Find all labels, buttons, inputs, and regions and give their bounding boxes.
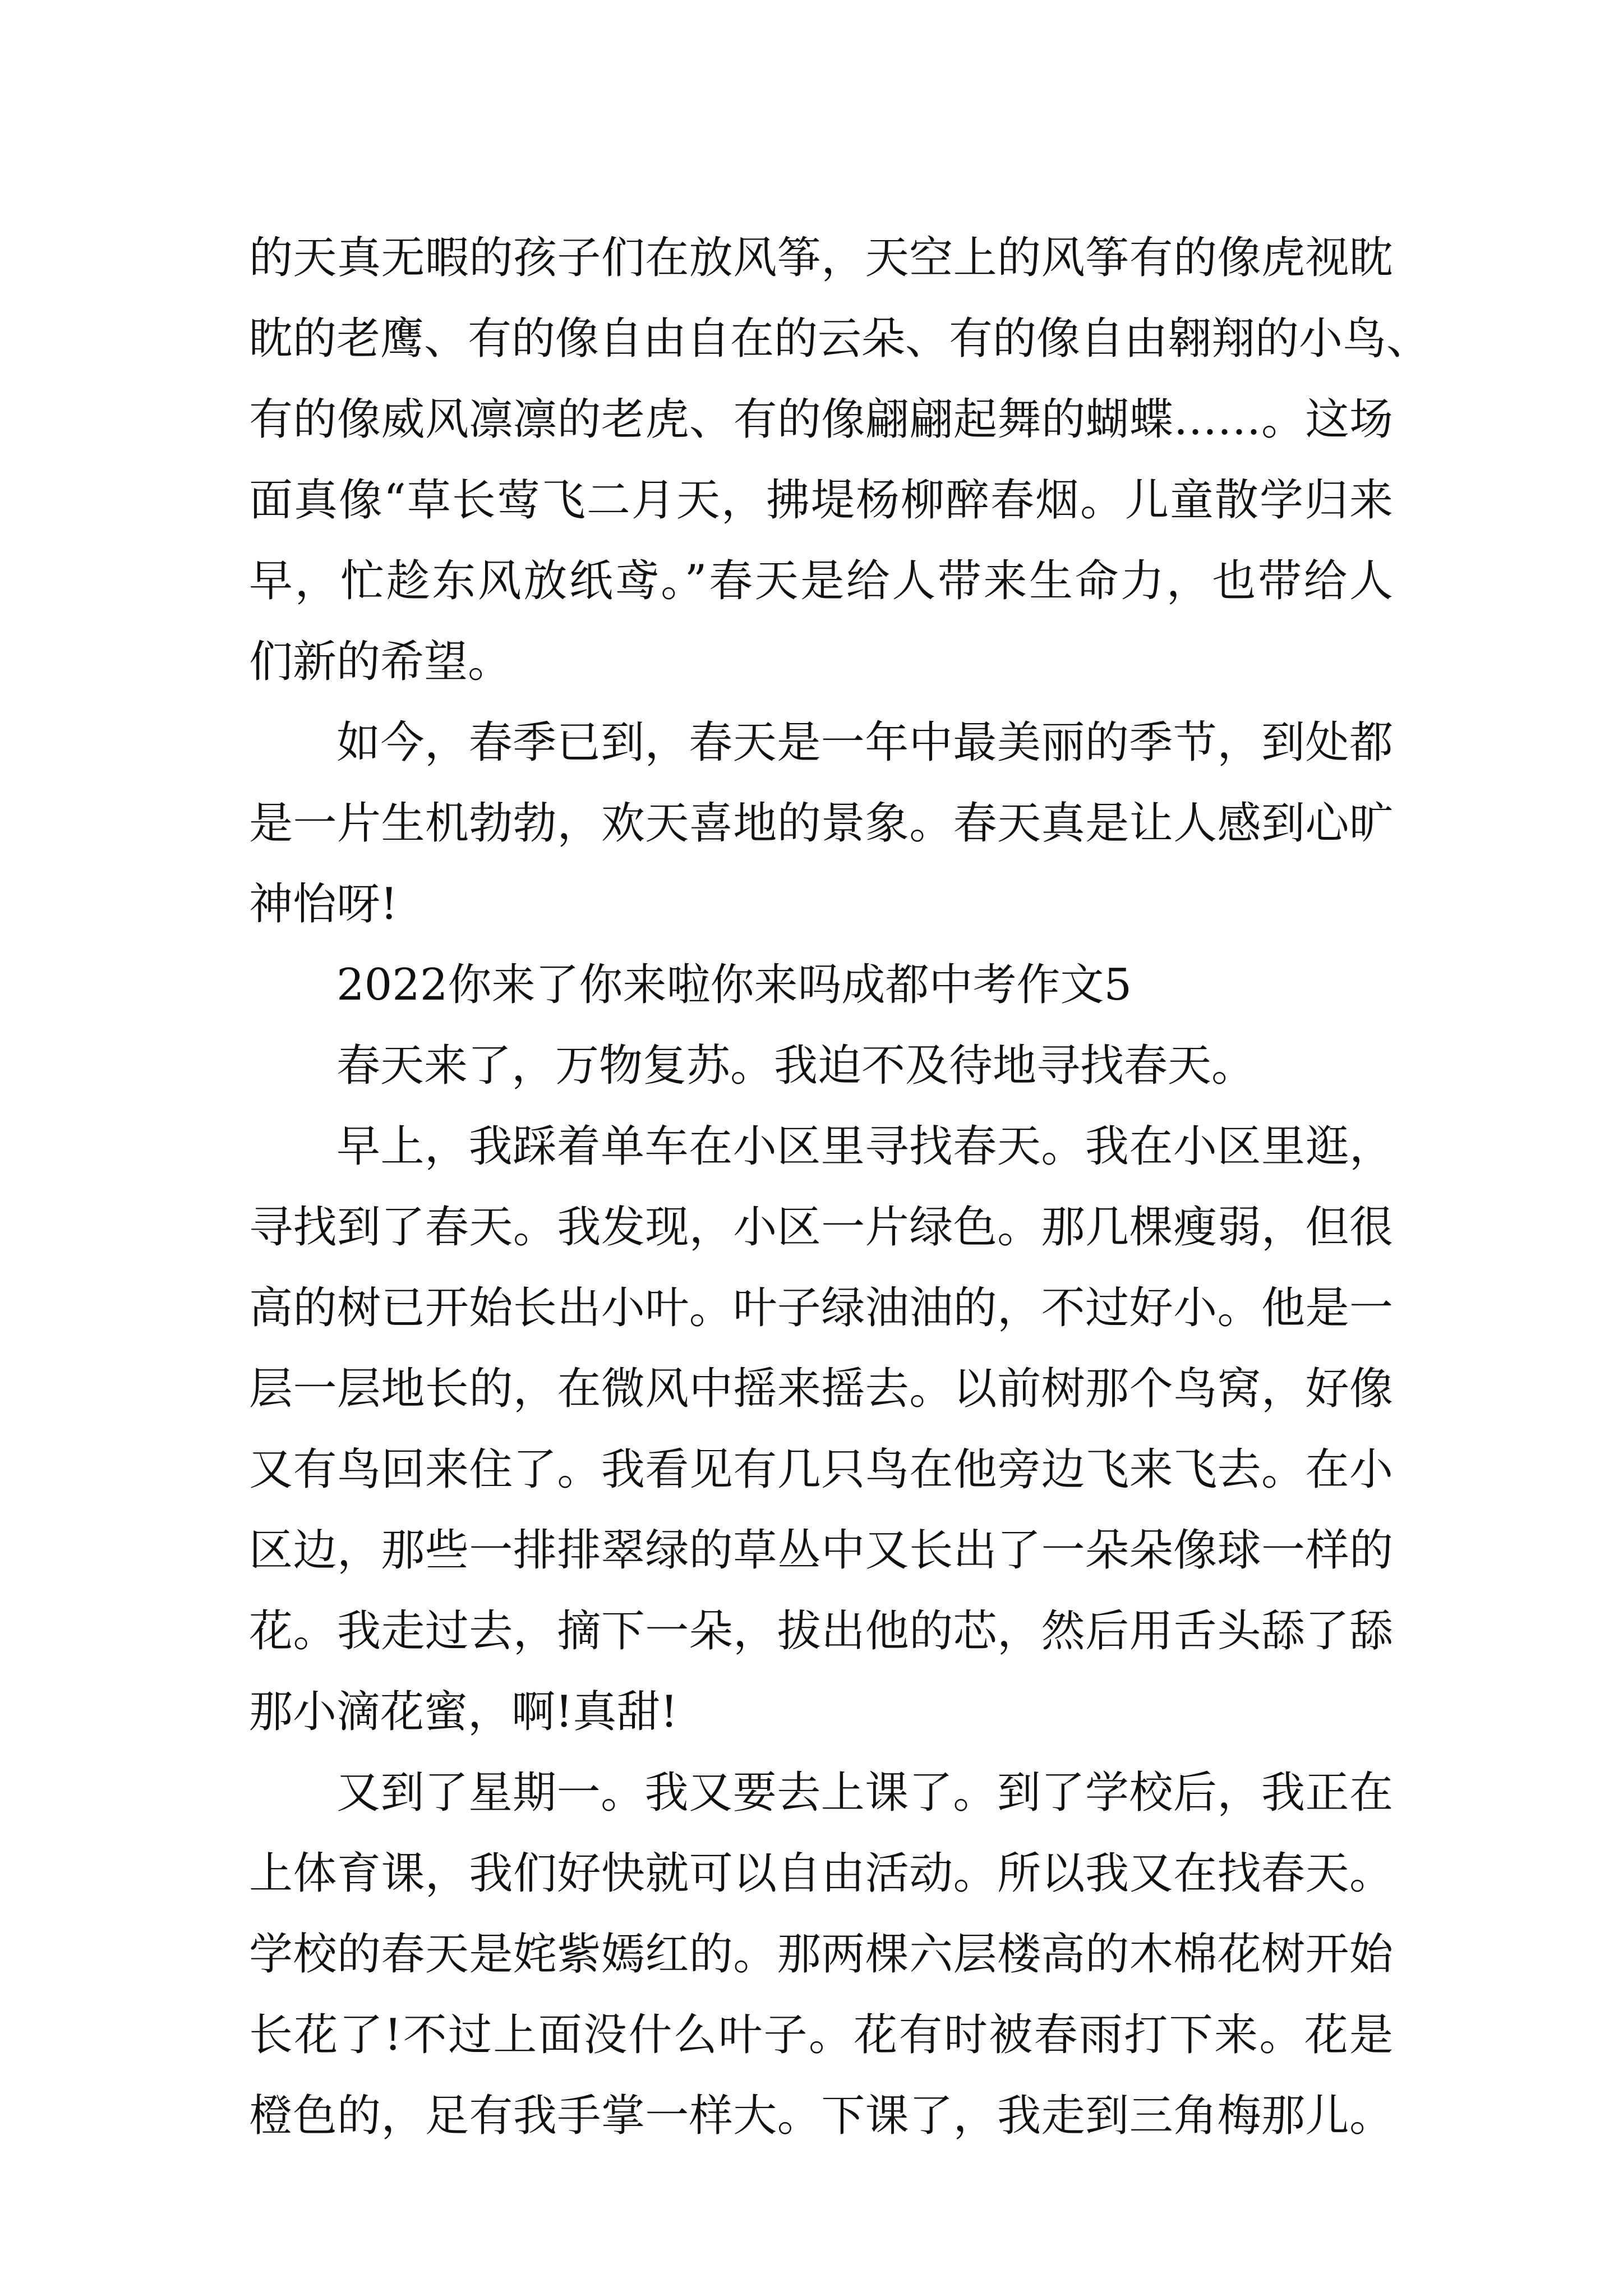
text-line: 的天真无暇的孩子们在放风筝，天空上的风筝有的像虎视眈: [249, 233, 1393, 283]
text-line: 花。我走过去，摘下一朵，拔出他的芯，然后用舌头舔了舔: [249, 1606, 1393, 1657]
text-line: 又有鸟回来住了。我看见有几只鸟在他旁边飞来飞去。在小: [249, 1444, 1393, 1495]
text-line: 层一层地长的，在微风中摇来摇去。以前树那个鸟窝，好像: [249, 1364, 1393, 1414]
text-line: 早上，我踩着单车在小区里寻找春天。我在小区里逛，: [336, 1121, 1393, 1172]
text-line: 高的树已开始长出小叶。叶子绿油油的，不过好小。他是一: [249, 1283, 1393, 1333]
text-line: 区边，那些一排排翠绿的草丛中又长出了一朵朵像球一样的: [249, 1525, 1393, 1576]
text-line: 神怡呀!: [249, 879, 398, 930]
text-line: 学校的春天是姹紫嫣红的。那两棵六层楼高的木棉花树开始: [249, 1929, 1393, 1980]
text-line: 寻找到了春天。我发现，小区一片绿色。那几棵瘦弱，但很: [249, 1202, 1393, 1253]
text-line: 长花了!不过上面没什么叶子。花有时被春雨打下来。花是: [249, 2010, 1393, 2060]
text-line: 早，忙趁东风放纸鸢。”春天是给人带来生命力，也带给人: [249, 556, 1393, 606]
text-line: 2022你来了你来啦你来吗成都中考作文5: [336, 960, 1132, 1010]
text-line: 橙色的，足有我手掌一样大。下课了，我走到三角梅那儿。: [249, 2091, 1393, 2141]
text-line: 是一片生机勃勃，欢天喜地的景象。春天真是让人感到心旷: [249, 798, 1393, 849]
text-line: 面真像“草长莺飞二月天，拂堤杨柳醉春烟。儿童散学归来: [249, 475, 1393, 526]
text-line: 春天来了，万物复苏。我迫不及待地寻找春天。: [336, 1041, 1256, 1091]
text-line: 上体育课，我们好快就可以自由活动。所以我又在找春天。: [249, 1848, 1393, 1899]
text-line: 又到了星期一。我又要去上课了。到了学校后，我正在: [336, 1768, 1393, 1818]
text-line: 如今，春季已到，春天是一年中最美丽的季节，到处都: [336, 717, 1393, 768]
text-line: 那小滴花蜜，啊!真甜!: [249, 1687, 678, 1737]
essay-body: [249, 218, 1431, 2156]
text-line: 们新的希望。: [249, 637, 512, 687]
text-line: 眈的老鹰、有的像自由自在的云朵、有的像自由翱翔的小鸟、: [249, 314, 1431, 364]
text-line: 有的像威风凛凛的老虎、有的像翩翩起舞的蝴蝶……。这场: [249, 394, 1393, 445]
